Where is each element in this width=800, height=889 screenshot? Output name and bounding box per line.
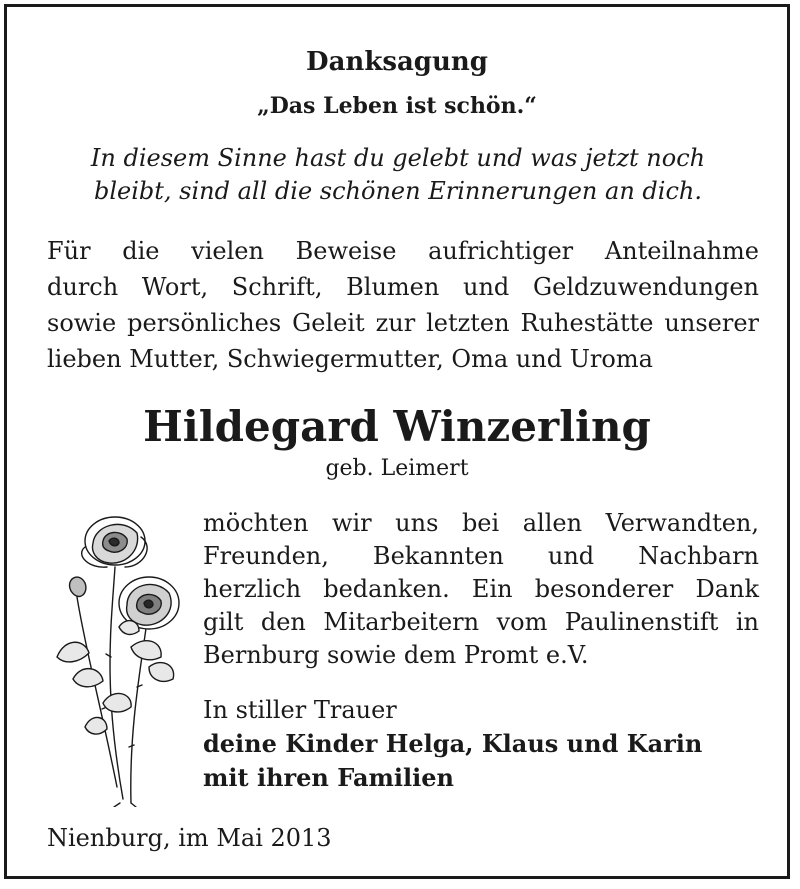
maiden-name: geb. Leimert	[325, 456, 469, 481]
obituary-card	[4, 4, 790, 879]
thanks-line: herzlich bedanken. Ein besonderer Dank	[203, 575, 759, 603]
motto-text	[67, 142, 729, 208]
thanks-paragraph	[203, 507, 759, 672]
thanks-line: gilt den Mitarbeitern vom Paulinenstift in	[203, 608, 759, 636]
notice-title: Danksagung	[306, 47, 488, 77]
signatory-line: mit ihren Familien	[203, 763, 454, 792]
intro-paragraph	[47, 233, 759, 377]
place-date: Nienburg, im Mai 2013	[47, 824, 332, 852]
intro-line: lieben Mutter, Schwiegermutter, Oma und Uroma	[47, 345, 653, 373]
motto-line: In diesem Sinne hast du gelebt und was jetzt noch	[90, 144, 706, 172]
rose-illustration	[45, 507, 185, 807]
motto-line: bleibt, sind all die schönen Erinnerungen an dich.	[94, 177, 702, 205]
thanks-line: Bernburg sowie dem Promt e.V.	[203, 641, 589, 669]
intro-line: Für die vielen Beweise aufrichtiger Anteilnahme	[47, 237, 759, 265]
thanks-line: möchten wir uns bei allen Verwandten,	[203, 509, 759, 537]
mourning-block	[203, 693, 759, 795]
intro-line: durch Wort, Schrift, Blumen und Geldzuwendungen	[47, 273, 759, 301]
intro-line: sowie persönliches Geleit zur letzten Ruhestätte unserer	[47, 309, 759, 337]
thanks-line: Freunden, Bekannten und Nachbarn	[203, 542, 759, 570]
deceased-name: Hildegard Winzerling	[143, 402, 651, 451]
signatory-line: deine Kinder Helga, Klaus und Karin	[203, 729, 703, 758]
mourning-label: In stiller Trauer	[203, 696, 397, 724]
notice-quote: „Das Leben ist schön.“	[257, 93, 537, 119]
